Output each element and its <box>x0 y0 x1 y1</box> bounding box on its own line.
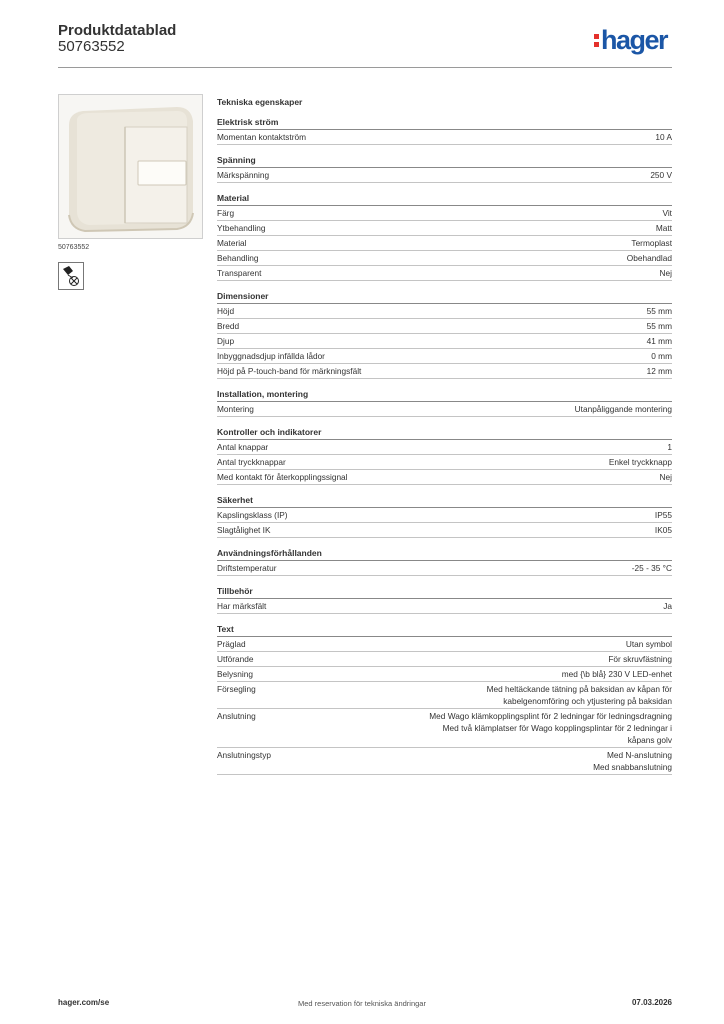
spec-value <box>656 222 672 234</box>
logo-dots-icon <box>594 34 599 50</box>
spec-label: Höjd på P-touch-band för märkningsfält <box>217 366 362 376</box>
spec-row <box>217 561 672 576</box>
spec-row <box>217 130 672 145</box>
spec-title: Tekniska egenskaper <box>217 97 303 107</box>
spec-row <box>217 440 672 455</box>
section-title: Installation, montering <box>217 388 672 402</box>
spec-label: Höjd <box>217 306 235 316</box>
spec-label: Antal knappar <box>217 442 269 452</box>
footer-disclaimer: Med reservation för tekniska ändringar <box>298 999 426 1008</box>
spec-row <box>217 221 672 236</box>
spec-row <box>217 349 672 364</box>
spec-row <box>217 402 672 417</box>
spec-label: Bredd <box>217 321 240 331</box>
spec-value <box>655 131 672 143</box>
spec-row <box>217 508 672 523</box>
spec-value-line: IP55 <box>654 510 672 520</box>
spec-value-line: Nej <box>659 472 672 482</box>
spec-value <box>608 653 672 665</box>
spec-label: Slagtålighet IK <box>217 525 271 535</box>
spec-value-line: 250 V <box>650 170 672 180</box>
spec-value-line: 10 A <box>655 132 672 142</box>
document-title: Produktdatablad <box>58 22 177 39</box>
spec-section <box>217 547 672 576</box>
spec-section <box>217 623 672 775</box>
spec-section <box>217 585 672 614</box>
spec-label: Djup <box>217 336 235 346</box>
spec-value <box>651 350 672 362</box>
spec-value-line: 55 mm <box>646 306 672 316</box>
spec-value-line: 1 <box>667 442 672 452</box>
section-title: Dimensioner <box>217 290 672 304</box>
spec-value <box>655 509 672 521</box>
footer-date: 07.03.2026 <box>631 998 672 1007</box>
spec-value <box>487 683 672 707</box>
spec-section <box>217 154 672 183</box>
surface-mounted-switch-illustration <box>59 95 202 238</box>
spec-section <box>217 388 672 417</box>
spec-value-line: Ja <box>663 601 672 611</box>
spec-value <box>667 441 672 453</box>
article-number: 50763552 <box>58 38 125 55</box>
spec-label: Färg <box>217 208 235 218</box>
spec-value-line: Termoplast <box>631 238 672 248</box>
spec-value-line: Nej <box>659 268 672 278</box>
spec-row <box>217 319 672 334</box>
spec-value <box>575 403 672 415</box>
mounting-symbol-icon <box>58 262 84 290</box>
spec-value <box>609 456 672 468</box>
section-title: Säkerhet <box>217 494 672 508</box>
spec-row <box>217 236 672 251</box>
spec-row <box>217 364 672 379</box>
spec-value <box>655 524 672 536</box>
logo-text: hager <box>601 25 668 55</box>
spec-value-line: Med Wago klämkopplingsplint för 2 ledningar för ledningsdragning <box>429 711 672 721</box>
spec-value-line: Matt <box>655 223 672 233</box>
spec-row <box>217 266 672 281</box>
spec-label: Behandling <box>217 253 259 263</box>
spec-label: Driftstemperatur <box>217 563 277 573</box>
spec-row <box>217 599 672 614</box>
spec-row <box>217 168 672 183</box>
spec-value-line: Vit <box>662 208 672 218</box>
spec-row <box>217 667 672 682</box>
spec-value <box>632 562 672 574</box>
spec-value-line: För skruvfästning <box>608 654 672 664</box>
spec-value-line: kåpans golv <box>627 735 672 745</box>
spec-sections <box>217 116 672 775</box>
spec-value-line: 41 mm <box>646 336 672 346</box>
spec-value <box>647 305 672 317</box>
section-title: Elektrisk ström <box>217 116 672 130</box>
spec-value <box>647 365 672 377</box>
spec-value-line: 0 mm <box>651 351 672 361</box>
spec-section <box>217 192 672 281</box>
spec-value <box>429 710 672 746</box>
technical-specifications <box>217 95 672 784</box>
spec-value-line: med {\b blå} 230 V LED-enhet <box>561 669 672 679</box>
spec-row <box>217 304 672 319</box>
spec-label: Försegling <box>217 684 256 694</box>
spec-value-line: kabelgenomföring och ytjustering på baksidan <box>503 696 672 706</box>
spec-label: Har märksfält <box>217 601 267 611</box>
spec-value-line: 55 mm <box>646 321 672 331</box>
spec-section <box>217 116 672 145</box>
spec-value-line: -25 - 35 °C <box>631 563 672 573</box>
spec-value-line: Med heltäckande tätning på baksidan av kåpan för <box>486 684 672 694</box>
spec-section <box>217 290 672 379</box>
spec-value <box>660 267 672 279</box>
spec-value-line: Med N-anslutning <box>606 750 672 760</box>
section-title: Text <box>217 623 672 637</box>
spec-value-line: IK05 <box>654 525 672 535</box>
spec-value <box>627 252 672 264</box>
spec-value-line: Med två klämplatser för Wago kopplingsplintar för 2 ledningar i <box>442 723 672 733</box>
spec-value <box>647 320 672 332</box>
spec-label: Inbyggnadsdjup infällda lådor <box>217 351 325 361</box>
spec-row <box>217 682 672 709</box>
spec-value <box>663 600 672 612</box>
spec-value-line: Obehandlad <box>626 253 672 263</box>
spec-value-line: Utanpåliggande montering <box>574 404 672 414</box>
spec-label: Anslutningstyp <box>217 750 271 760</box>
section-title: Användningsförhållanden <box>217 547 672 561</box>
spec-value-line: Enkel tryckknapp <box>608 457 672 467</box>
spec-section <box>217 494 672 538</box>
hager-logo <box>594 25 667 55</box>
spec-label: Märkspänning <box>217 170 270 180</box>
spec-value <box>626 638 672 650</box>
product-code: 50763552 <box>58 244 90 251</box>
section-title: Spänning <box>217 154 672 168</box>
spec-value <box>660 471 672 483</box>
spec-row <box>217 652 672 667</box>
spec-value <box>562 668 672 680</box>
spec-label: Med kontakt för återkopplingssignal <box>217 472 348 482</box>
spec-value <box>647 335 672 347</box>
spec-row <box>217 523 672 538</box>
spec-label: Material <box>217 238 247 248</box>
spec-label: Präglad <box>217 639 246 649</box>
spec-value-line: Utan symbol <box>625 639 672 649</box>
spec-label: Utförande <box>217 654 254 664</box>
spec-value <box>631 237 672 249</box>
header-divider <box>58 67 672 68</box>
spec-row <box>217 334 672 349</box>
spec-row <box>217 470 672 485</box>
section-title: Material <box>217 192 672 206</box>
spec-value <box>662 207 672 219</box>
spec-row <box>217 637 672 652</box>
spec-row <box>217 251 672 266</box>
spec-label: Montering <box>217 404 254 414</box>
spec-label: Anslutning <box>217 711 256 721</box>
spec-value-line: 12 mm <box>646 366 672 376</box>
spec-row <box>217 709 672 748</box>
spec-label: Ytbehandling <box>217 223 266 233</box>
spec-row <box>217 748 672 775</box>
spec-label: Transparent <box>217 268 262 278</box>
spec-row <box>217 455 672 470</box>
spec-value <box>593 749 672 773</box>
section-title: Kontroller och indikatorer <box>217 426 672 440</box>
footer-website: hager.com/se <box>58 998 110 1007</box>
spec-section <box>217 426 672 485</box>
spec-value <box>650 169 672 181</box>
spec-label: Antal tryckknappar <box>217 457 286 467</box>
spec-label: Kapslingsklass (IP) <box>217 510 288 520</box>
spec-row <box>217 206 672 221</box>
product-image <box>58 94 203 239</box>
spec-value-line: Med snabbanslutning <box>593 762 672 772</box>
spec-label: Momentan kontaktström <box>217 132 306 142</box>
spec-label: Belysning <box>217 669 253 679</box>
section-title: Tillbehör <box>217 585 672 599</box>
